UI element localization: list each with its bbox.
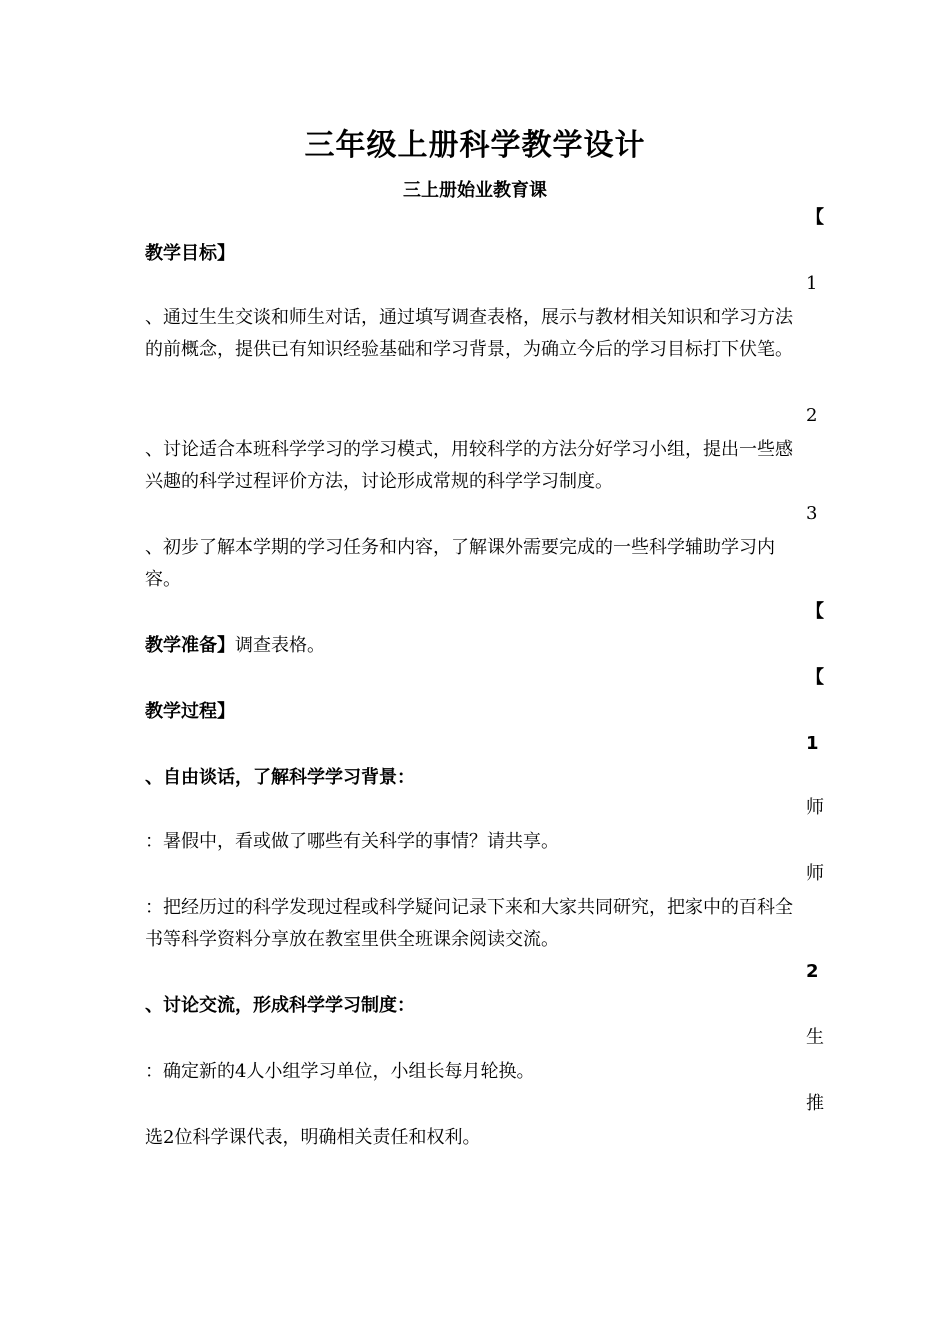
document-subtitle: 三上册始业教育课 [403, 180, 547, 201]
process-heading: 教学过程】 [145, 701, 235, 722]
step-2-line-1: ：确定新的4人小组学习单位，小组长每月轮换。 [145, 1061, 535, 1082]
number-marker: 3 [806, 503, 818, 524]
teacher-marker: 师 [806, 863, 824, 884]
goal-2-text: 、讨论适合本班科学学习的学习模式，用较科学的方法分好学习小组，提出一些感兴趣的科学过程评价方法，讨论形成常规的科学学习制度。 [145, 439, 793, 492]
elect-marker: 推 [806, 1093, 824, 1114]
bracket-marker: 【 [806, 207, 824, 228]
goal-3-text: 、初步了解本学期的学习任务和内容，了解课外需要完成的一些科学辅助学习内容。 [145, 537, 775, 590]
step-2-heading: 、讨论交流，形成科学学习制度： [145, 995, 415, 1016]
number-marker: 1 [806, 733, 819, 754]
bracket-marker: 【 [806, 601, 824, 622]
teacher-marker: 师 [806, 797, 824, 818]
number-marker: 2 [806, 961, 819, 982]
goals-heading: 教学目标】 [145, 243, 235, 264]
step-2-line-2: 选2位科学课代表，明确相关责任和权利。 [145, 1127, 481, 1148]
prep-paragraph [145, 630, 800, 662]
bracket-marker: 【 [806, 667, 824, 688]
step-1-line-2: ：把经历过的科学发现过程或科学疑问记录下来和大家共同研究，把家中的百科全书等科学资料分享放在教室里供全班课余阅读交流。 [145, 897, 793, 950]
step-1-heading: 、自由谈话，了解科学学习背景： [145, 767, 415, 788]
document-title: 三年级上册科学教学设计 [304, 128, 646, 163]
student-marker: 生 [806, 1027, 824, 1048]
prep-heading: 教学准备】 [145, 635, 235, 656]
step-1-line-1: ：暑假中，看或做了哪些有关科学的事情？请共享。 [145, 831, 559, 852]
prep-text: 调查表格。 [235, 635, 325, 656]
goal-1-text: 、通过生生交谈和师生对话，通过填写调查表格，展示与教材相关知识和学习方法的前概念，提供已有知识经验基础和学习背景，为确立今后的学习目标打下伏笔。 [145, 307, 793, 360]
number-marker: 1 [806, 273, 818, 294]
number-marker: 2 [806, 405, 818, 426]
